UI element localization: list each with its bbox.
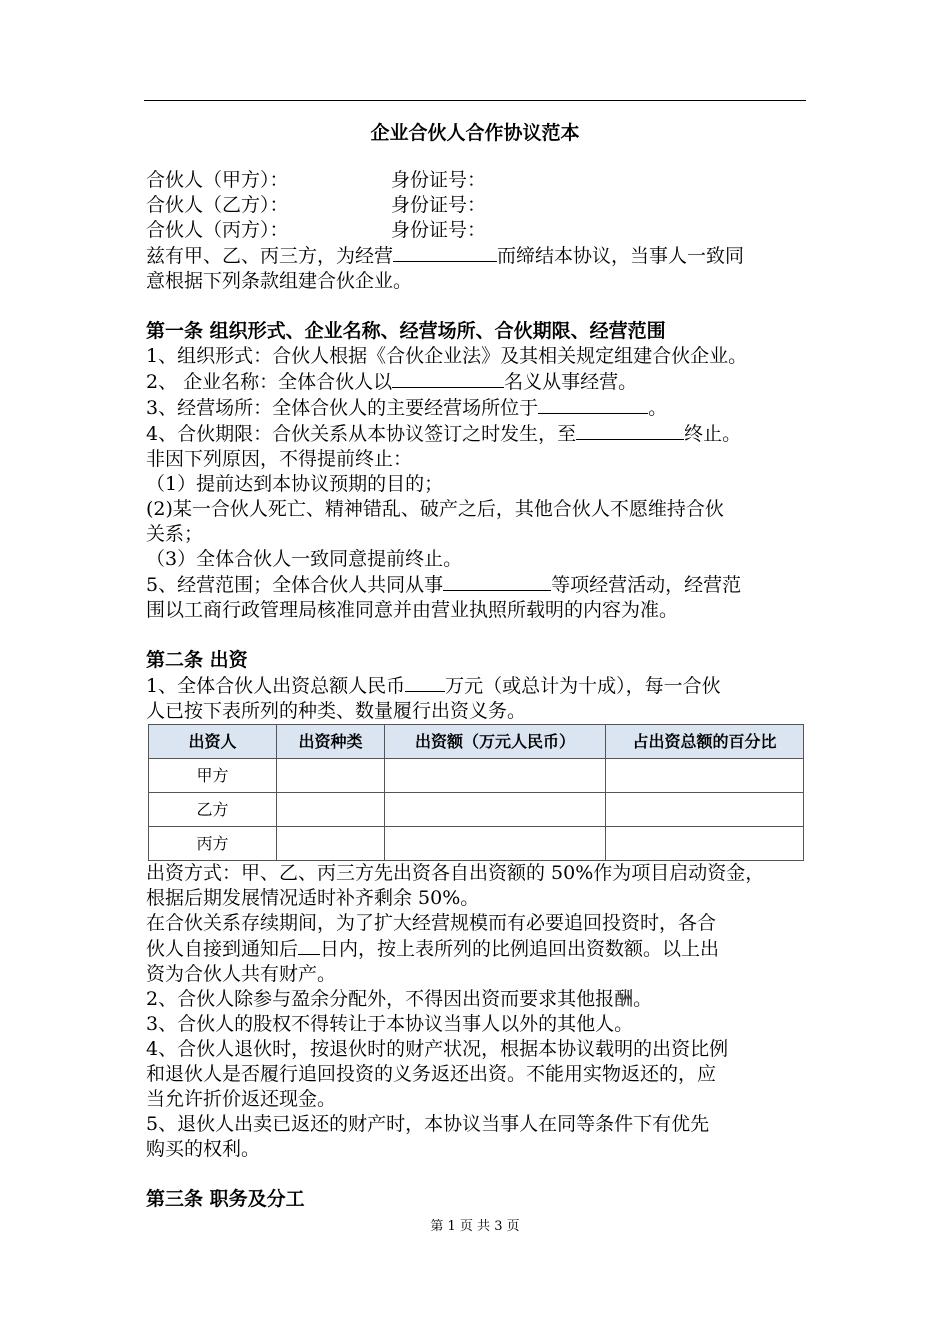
- table-header: 出资额（万元人民币）: [385, 725, 606, 759]
- article1-item3: （3）全体合伙人一致同意提前终止。: [146, 548, 463, 570]
- table-cell: 丙方: [149, 827, 277, 861]
- table-cell: [385, 827, 606, 861]
- id-label: 身份证号：: [391, 194, 487, 216]
- table-cell: [277, 759, 385, 793]
- article1-p1: 1、组织形式：合伙人根据《合伙企业法》及其相关规定组建合伙企业。: [146, 345, 748, 367]
- table-row: [149, 793, 804, 827]
- article2-heading: 第二条 出资: [146, 649, 248, 671]
- contribution-method: 出资方式：甲、乙、丙三方先出资各自出资额的 50%作为项目启动资金，: [146, 862, 765, 884]
- article2-p2: 2、合伙人除参与盈余分配外，不得因出资而要求其他报酬。: [146, 988, 653, 1010]
- table-header: 出资人: [149, 725, 277, 759]
- party-row-b: [146, 193, 808, 218]
- table-cell: 甲方: [149, 759, 277, 793]
- article1-p2: 2、 企业名称：全体合伙人以 名义从事经营。: [146, 371, 638, 393]
- table-cell: [606, 793, 804, 827]
- article1-p5: 5、经营范围；全体合伙人共同从事 等项经营活动，经营范: [146, 574, 742, 596]
- article2-p5: 5、退伙人出卖已返还的财产时，本协议当事人在同等条件下有优先: [146, 1113, 710, 1135]
- table-cell: [277, 827, 385, 861]
- table-cell: 乙方: [149, 793, 277, 827]
- table-cell: [606, 759, 804, 793]
- table-header-row: [149, 725, 804, 759]
- article2-p1-cont: 人已按下表所列的种类、数量履行出资义务。: [146, 700, 527, 722]
- intro-line: 兹有甲、乙、丙三方，为经营 而缔结本协议，当事人一致同: [146, 245, 745, 267]
- article2-p4: 4、合伙人退伙时，按退伙时的财产状况，根据本协议载明的出资比例: [146, 1038, 729, 1060]
- blank-line: [443, 572, 551, 591]
- blank-line: [298, 936, 320, 955]
- blank-line: [538, 395, 648, 414]
- blank-line: [576, 421, 684, 440]
- article1-item2-cont: 关系；: [146, 523, 204, 545]
- table-cell: [606, 827, 804, 861]
- extra-investment: 在合伙关系存续期间，为了扩大经营规模而有必要追回投资时，各合: [146, 912, 717, 934]
- table-cell: [277, 793, 385, 827]
- table-cell: [385, 759, 606, 793]
- contribution-table: [148, 724, 804, 861]
- table-row: [149, 827, 804, 861]
- article2-p5-cont: 购买的权利。: [146, 1138, 261, 1160]
- party-label: 合伙人（甲方）：: [146, 169, 289, 191]
- extra-investment-end: 资为合伙人共有财产。: [146, 963, 337, 985]
- table-header: 占出资总额的百分比: [606, 725, 804, 759]
- party-row-a: [146, 168, 808, 193]
- article1-p3: 3、经营场所：全体合伙人的主要经营场所位于 。: [146, 397, 668, 419]
- article2-p3: 3、合伙人的股权不得转让于本协议当事人以外的其他人。: [146, 1013, 634, 1035]
- party-row-c: [146, 218, 808, 243]
- id-label: 身份证号：: [391, 219, 487, 241]
- article1-item1: （1）提前达到本协议预期的目的；: [146, 473, 444, 495]
- article1-p4: 4、合伙期限：合伙关系从本协议签订之时发生，至 终止。: [146, 423, 742, 445]
- document-title: 企业合伙人合作协议范本: [370, 122, 580, 144]
- table-header: 出资种类: [277, 725, 385, 759]
- blank-line: [393, 243, 497, 262]
- id-label: 身份证号：: [391, 169, 487, 191]
- article3-heading: 第三条 职务及分工: [146, 1188, 305, 1210]
- header-rule: [144, 100, 806, 101]
- table-row: [149, 759, 804, 793]
- party-label: 合伙人（乙方）：: [146, 194, 289, 216]
- article1-heading: 第一条 组织形式、企业名称、经营场所、合伙期限、经营范围: [146, 320, 666, 342]
- page-footer: 第 1 页 共 3 页: [430, 1219, 520, 1234]
- article2-p4-cont: 和退伙人是否履行追回投资的义务返还出资。不能用实物返还的，应: [146, 1063, 717, 1085]
- article2-p1: 1、全体合伙人出资总额人民币 万元（或总计为十成），每一合伙: [146, 675, 721, 697]
- blank-line: [392, 369, 504, 388]
- blank-line: [405, 673, 445, 692]
- article1-p5-cont: 围以工商行政管理局核准同意并由营业执照所载明的内容为准。: [146, 599, 679, 621]
- document-body: [146, 168, 808, 1212]
- party-label: 合伙人（丙方）：: [146, 219, 289, 241]
- extra-investment-cont: 伙人自接到通知后 日内，按上表所列的比例追回出资数额。以上出: [146, 938, 720, 960]
- intro-line: 意根据下列条款组建合伙企业。: [146, 270, 413, 292]
- article1-item2: (2)某一合伙人死亡、精神错乱、破产之后，其他合伙人不愿维持合伙: [146, 498, 724, 520]
- article2-p4-end: 当允许折价返还现金。: [146, 1088, 337, 1110]
- table-cell: [385, 793, 606, 827]
- contribution-method-cont: 根据后期发展情况适时补齐剩余 50%。: [146, 887, 480, 909]
- article1-p4c: 非因下列原因，不得提前终止：: [146, 448, 413, 470]
